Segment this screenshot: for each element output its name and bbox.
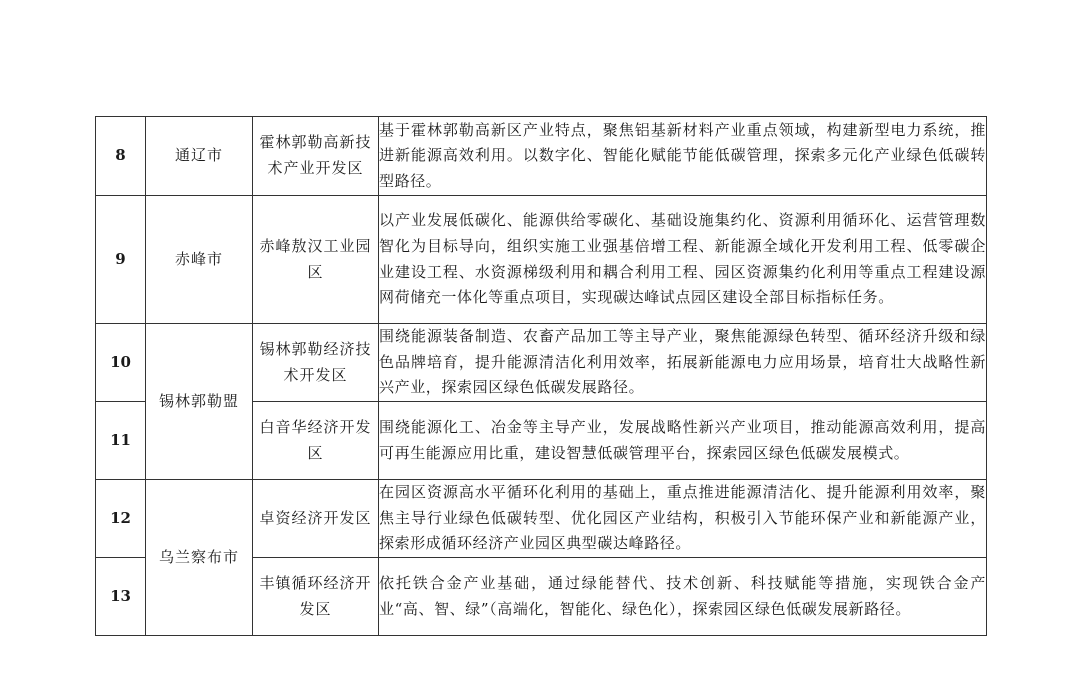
description-cell: 围绕能源装备制造、农畜产品加工等主导产业，聚焦能源绿色转型、循环经济升级和绿色品牌培育，提升能源清洁化利用效率，拓展新能源电力应用场景，培育壮大战略性新兴产业，探索园区绿色低碳发展路径。 bbox=[379, 324, 987, 402]
table-row bbox=[96, 324, 987, 402]
park-name-cell: 赤峰敖汉工业园区 bbox=[253, 196, 379, 324]
row-number: 9 bbox=[96, 196, 146, 324]
row-number: 13 bbox=[96, 558, 146, 636]
park-name-cell: 霍林郭勒高新技术产业开发区 bbox=[253, 117, 379, 196]
park-name-cell: 卓资经济开发区 bbox=[253, 480, 379, 558]
table-row bbox=[96, 196, 987, 324]
park-name-cell: 白音华经济开发区 bbox=[253, 402, 379, 480]
city-cell: 乌兰察布市 bbox=[146, 480, 253, 636]
description-cell: 基于霍林郭勒高新区产业特点，聚焦铝基新材料产业重点领域，构建新型电力系统，推进新能源高效利用。以数字化、智能化赋能节能低碳管理，探索多元化产业绿色低碳转型路径。 bbox=[379, 117, 987, 196]
city-cell: 锡林郭勒盟 bbox=[146, 324, 253, 480]
description-cell: 依托铁合金产业基础，通过绿能替代、技术创新、科技赋能等措施，实现铁合金产业“高、智、绿”（高端化，智能化、绿色化），探索园区绿色低碳发展新路径。 bbox=[379, 558, 987, 636]
pilot-park-table bbox=[95, 116, 987, 636]
description-cell: 以产业发展低碳化、能源供给零碳化、基础设施集约化、资源利用循环化、运营管理数智化为目标导向，组织实施工业强基倍增工程、新能源全域化开发利用工程、低零碳企业建设工程、水资源梯级利用和耦合利用工程、园区资源集约化利用等重点工程建设源网荷储充一体化等重点项目，实现碳达峰试点园区建设全部目标指标任务。 bbox=[379, 196, 987, 324]
description-cell: 围绕能源化工、冶金等主导产业，发展战略性新兴产业项目，推动能源高效利用，提高可再生能源应用比重，建设智慧低碳管理平台，探索园区绿色低碳发展模式。 bbox=[379, 402, 987, 480]
park-name-cell: 锡林郭勒经济技术开发区 bbox=[253, 324, 379, 402]
description-cell: 在园区资源高水平循环化利用的基础上，重点推进能源清洁化、提升能源利用效率，聚焦主导行业绿色低碳转型、优化园区产业结构，积极引入节能环保产业和新能源产业，探索形成循环经济产业园区典型碳达峰路径。 bbox=[379, 480, 987, 558]
city-cell: 通辽市 bbox=[146, 117, 253, 196]
table-row bbox=[96, 117, 987, 196]
row-number: 12 bbox=[96, 480, 146, 558]
row-number: 8 bbox=[96, 117, 146, 196]
table-row bbox=[96, 480, 987, 558]
city-cell: 赤峰市 bbox=[146, 196, 253, 324]
row-number: 11 bbox=[96, 402, 146, 480]
row-number: 10 bbox=[96, 324, 146, 402]
park-name-cell: 丰镇循环经济开发区 bbox=[253, 558, 379, 636]
